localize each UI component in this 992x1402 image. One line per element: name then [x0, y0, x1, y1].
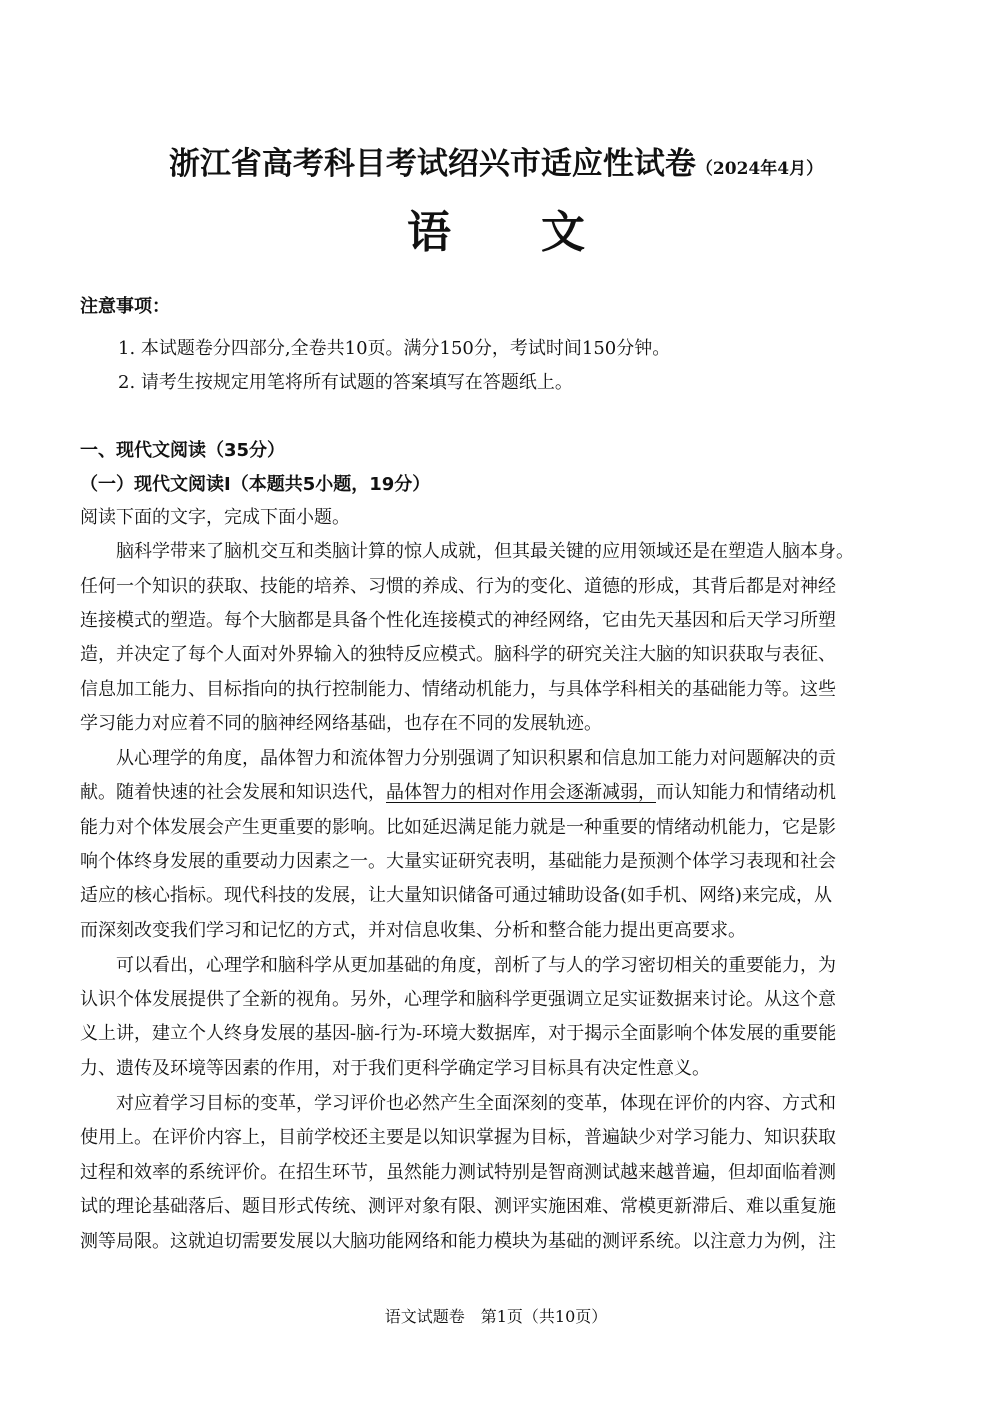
page-footer: 语文试题卷 第1页（共10页）	[384, 1307, 608, 1326]
passage-line: 使用上。在评价内容上，目前学校还主要是以知识掌握为目标，普遍缺少对学习能力、知识获取	[80, 1127, 836, 1148]
passage-line: 学习能力对应着不同的脑神经网络基础，也存在不同的发展轨迹。	[80, 713, 602, 734]
passage-line: 而深刻改变我们学习和记忆的方式，并对信息收集、分析和整合能力提出更高要求。	[80, 920, 746, 941]
section-subheading: （一）现代文阅读Ⅰ（本题共5小题，19分）	[80, 474, 431, 495]
passage-line: 造，并决定了每个人面对外界输入的独特反应模式。脑科学的研究关注大脑的知识获取与表征、	[80, 644, 836, 665]
notice-item-2: 2. 请考生按规定用笔将所有试题的答案填写在答题纸上。	[118, 372, 573, 393]
passage-text: 献。随着快速的社会发展和知识迭代，	[80, 782, 386, 803]
subject-char-2: 文	[541, 207, 585, 258]
reading-instruction: 阅读下面的文字，完成下面小题。	[80, 507, 350, 528]
exam-title: 浙江省高考科目考试绍兴市适应性试卷	[168, 146, 696, 182]
passage-line: 脑科学带来了脑机交互和类脑计算的惊人成就，但其最关键的应用领域还是在塑造人脑本身。	[116, 541, 854, 562]
underlined-phrase: 晶体智力的相对作用会逐渐减弱，	[386, 782, 656, 803]
passage-line: 认识个体发展提供了全新的视角。另外，心理学和脑科学更强调立足实证数据来讨论。从这个意	[80, 989, 836, 1010]
passage-line: 过程和效率的系统评价。在招生环节，虽然能力测试特别是智商测试越来越普遍，但却面临着测	[80, 1162, 836, 1183]
notice-heading: 注意事项：	[80, 296, 170, 317]
section-heading: 一、现代文阅读（35分）	[80, 440, 286, 461]
passage-line: 对应着学习目标的变革，学习评价也必然产生全面深刻的变革，体现在评价的内容、方式和	[116, 1093, 836, 1114]
passage-line: 任何一个知识的获取、技能的培养、习惯的养成、行为的变化、道德的形成，其背后都是对神经	[80, 576, 836, 597]
passage-line: 从心理学的角度，晶体智力和流体智力分别强调了知识积累和信息加工能力对问题解决的贡	[116, 748, 836, 769]
passage-line: 义上讲，建立个人终身发展的基因-脑-行为-环境大数据库，对于揭示全面影响个体发展的重要能	[80, 1023, 837, 1044]
passage-line: 可以看出，心理学和脑科学从更加基础的角度，剖析了与人的学习密切相关的重要能力，为	[116, 955, 836, 976]
passage-line: 响个体终身发展的重要动力因素之一。大量实证研究表明，基础能力是预测个体学习表现和社会	[80, 851, 836, 872]
passage-line: 测等局限。这就迫切需要发展以大脑功能网络和能力模块为基础的测评系统。以注意力为例，注	[80, 1231, 836, 1252]
exam-title-line	[0, 138, 992, 183]
passage-line: 试的理论基础落后、题目形式传统、测评对象有限、测评实施困难、常模更新滞后、难以重复施	[80, 1196, 836, 1217]
passage-line: 连接模式的塑造。每个大脑都是具备个性化连接模式的神经网络，它由先天基因和后天学习所塑	[80, 610, 836, 631]
notice-item-1: 1. 本试题卷分四部分,全卷共10页。满分150分，考试时间150分钟。	[118, 338, 671, 359]
passage-line	[80, 784, 836, 802]
subject-char-1: 语	[407, 207, 451, 258]
passage-line: 信息加工能力、目标指向的执行控制能力、情绪动机能力，与具体学科相关的基础能力等。这些	[80, 679, 836, 700]
passage-text: 而认知能力和情绪动机	[656, 782, 836, 803]
subject-title	[0, 196, 992, 260]
exam-date: （2024年4月）	[695, 159, 824, 179]
passage-line: 能力对个体发展会产生更重要的影响。比如延迟满足能力就是一种重要的情绪动机能力，它是影	[80, 817, 836, 838]
passage-line: 力、遗传及环境等因素的作用，对于我们更科学确定学习目标具有决定性意义。	[80, 1058, 710, 1079]
passage-line: 适应的核心指标。现代科技的发展，让大量知识储备可通过辅助设备(如手机、网络)来完成，从	[80, 885, 833, 906]
